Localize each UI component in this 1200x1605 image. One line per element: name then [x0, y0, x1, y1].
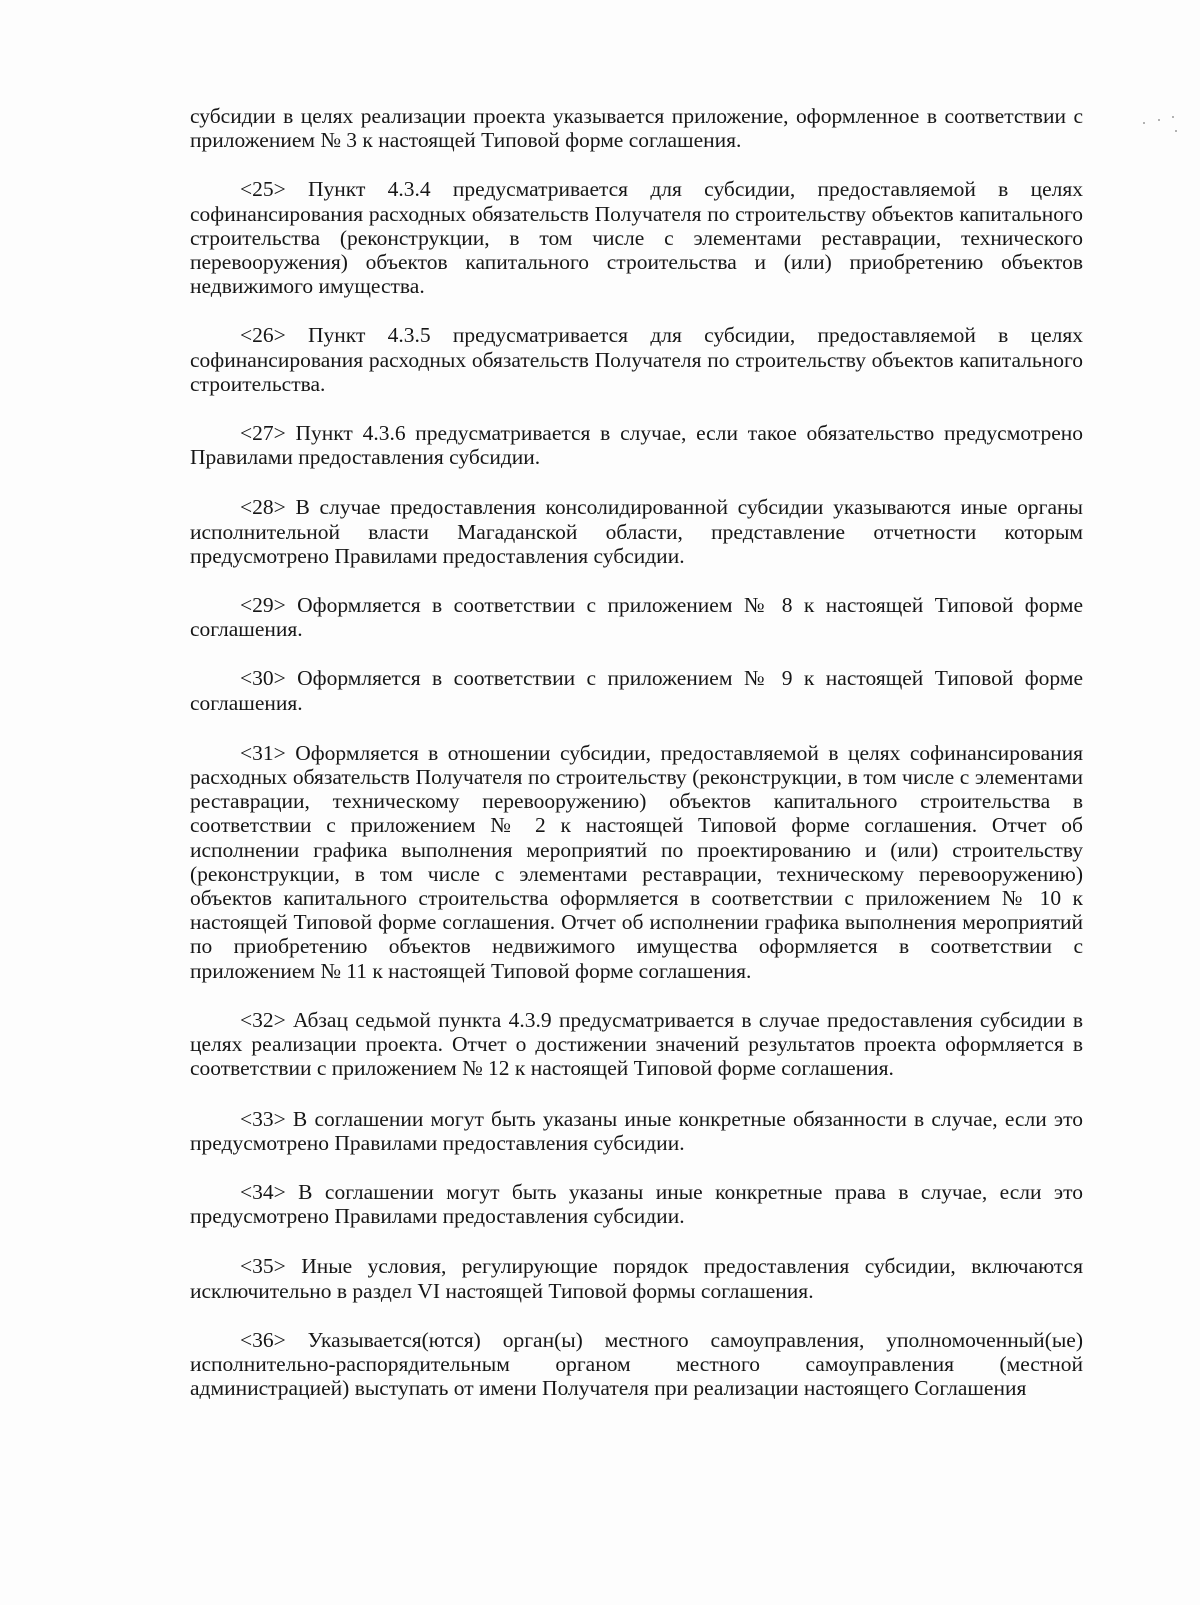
footnote-34: <34> В соглашении могут быть указаны иные конкретные права в случае, если это предусмотрено Правилами предоставления субсидии.	[190, 1179, 1083, 1229]
footnote-31: <31> Оформляется в отношении субсидии, предоставляемой в целях софинансирования расходных обязательств Получателя по строительству (реконструкции, в том числе с элементами реставрации, техническому перевооружению) объектов капитального строительства в соответствии с приложением № 2 к настоящей Типовой форме соглашения. Отчет об исполнении графика выполнения мероприятий по проектированию и (или) строительству (реконструкции, в том числе с элементами реставрации, техническому перевооружению) объектов капитального строительства оформляется в соответствии с приложением № 10 к настоящей Типовой форме соглашения. Отчет об исполнении графика выполнения мероприятий по приобретению объектов недвижимого имущества оформляется в соответствии с приложением № 11 к настоящей Типовой форме соглашения.	[190, 740, 1083, 983]
scan-speck	[1158, 119, 1160, 121]
scan-speck	[1143, 122, 1145, 124]
document-body	[190, 104, 1083, 1400]
footnote-35: <35> Иные условия, регулирующие порядок предоставления субсидии, включаются исключительно в раздел VI настоящей Типовой формы соглашения.	[190, 1254, 1083, 1303]
footnote-36: <36> Указывается(ются) орган(ы) местного самоуправления, уполномоченный(ые) исполнительно-распорядительным органом местного самоуправления (местной администрацией) выступать от имени Получателя при реализации настоящего Соглашения	[190, 1327, 1083, 1401]
scan-speck	[1175, 130, 1177, 132]
footnote-30: <30> Оформляется в соответствии с приложением № 9 к настоящей Типовой форме соглашения.	[190, 666, 1083, 715]
scan-speck	[1172, 116, 1174, 118]
footnote-27: <27> Пункт 4.3.6 предусматривается в случае, если такое обязательство предусмотрено Правилами предоставления субсидии.	[190, 421, 1083, 470]
footnote-28: <28> В случае предоставления консолидированной субсидии указываются иные органы исполнительной власти Магаданской области, представление отчетности которым предусмотрено Правилами предоставления субсидии.	[190, 495, 1083, 568]
footnote-26: <26> Пункт 4.3.5 предусматривается для субсидии, предоставляемой в целях софинансирования расходных обязательств Получателя по строительству объектов капитального строительства.	[190, 323, 1083, 396]
footnote-33: <33> В соглашении могут быть указаны иные конкретные обязанности в случае, если это предусмотрено Правилами предоставления субсидии.	[190, 1106, 1083, 1155]
footnote-32: <32> Абзац седьмой пункта 4.3.9 предусматривается в случае предоставления субсидии в целях реализации проекта. Отчет о достижении значений результатов проекта оформляется в соответствии с приложением № 12 к настоящей Типовой форме соглашения.	[190, 1007, 1083, 1081]
footnote-25: <25> Пункт 4.3.4 предусматривается для субсидии, предоставляемой в целях софинансирования расходных обязательств Получателя по строительству объектов капитального строительства (реконструкции, в том числе с элементами реставрации, технического перевооружения) объектов капитального строительства и (или) приобретению объектов недвижимого имущества.	[190, 177, 1083, 299]
footnote-29: <29> Оформляется в соответствии с приложением № 8 к настоящей Типовой форме соглашения.	[190, 593, 1083, 642]
paragraph-continuation: субсидии в целях реализации проекта указывается приложение, оформленное в соответствии с приложением № 3 к настоящей Типовой форме соглашения.	[190, 104, 1083, 153]
